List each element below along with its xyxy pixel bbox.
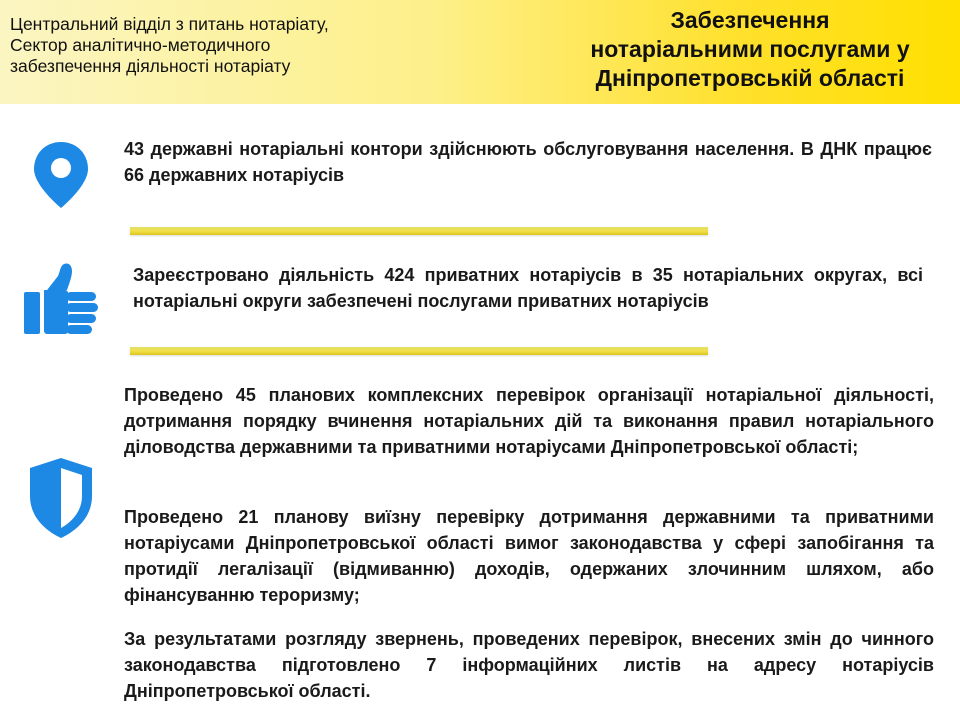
divider-2 bbox=[130, 347, 708, 355]
inspections-text: Проведено 45 планових комплексних перевірок організації нотаріальної діяльності, дотримання порядку вчинення нотаріальних дій та виконання правил нотаріального діловодства державними та приватними нотаріусами Дніпропетровської області; bbox=[124, 385, 934, 457]
thumbs-up-icon bbox=[22, 262, 100, 336]
department-line-3: забезпечення діяльності нотаріату bbox=[10, 56, 291, 76]
title-line-3: Дніпропетровській області bbox=[595, 65, 905, 91]
private-notaries-text: Зареєстровано діяльність 424 приватних нотаріусів в 35 нотаріальних округах, всі нотаріальні округи забезпечені послугами приватних нотаріусів bbox=[133, 265, 923, 311]
location-pin-icon bbox=[32, 140, 90, 210]
info-letters-text: За результатами розгляду звернень, проведених перевірок, внесених змін до чинного законодавства підготовлено 7 інформаційних листів на адресу нотаріусів Дніпропетровської області. bbox=[124, 629, 934, 701]
department-line-1: Центральний відділ з питань нотаріату, bbox=[10, 14, 329, 34]
aml-check-text: Проведено 21 планову виїзну перевірку дотримання державними та приватними нотаріусами Дніпропетровської області вимог законодавства у сфері запобігання та протидії легалізації (відмиванню) доходів, одержаних злочинним шляхом, або фінансуванню тероризму; bbox=[124, 507, 934, 605]
state-offices-text: 43 державні нотаріальні контори здійснюють обслуговування населення. В ДНК працює 66 державних нотаріусів bbox=[124, 139, 932, 185]
page-title bbox=[540, 6, 960, 93]
header-banner bbox=[0, 0, 960, 104]
title-line-2: нотаріальними послугами у bbox=[590, 36, 910, 62]
department-line-2: Сектор аналітично-методичного bbox=[10, 35, 271, 55]
title-line-1: Забезпечення bbox=[670, 7, 830, 33]
shield-icon bbox=[28, 456, 94, 540]
divider-1 bbox=[130, 227, 708, 235]
department-name bbox=[10, 14, 410, 77]
